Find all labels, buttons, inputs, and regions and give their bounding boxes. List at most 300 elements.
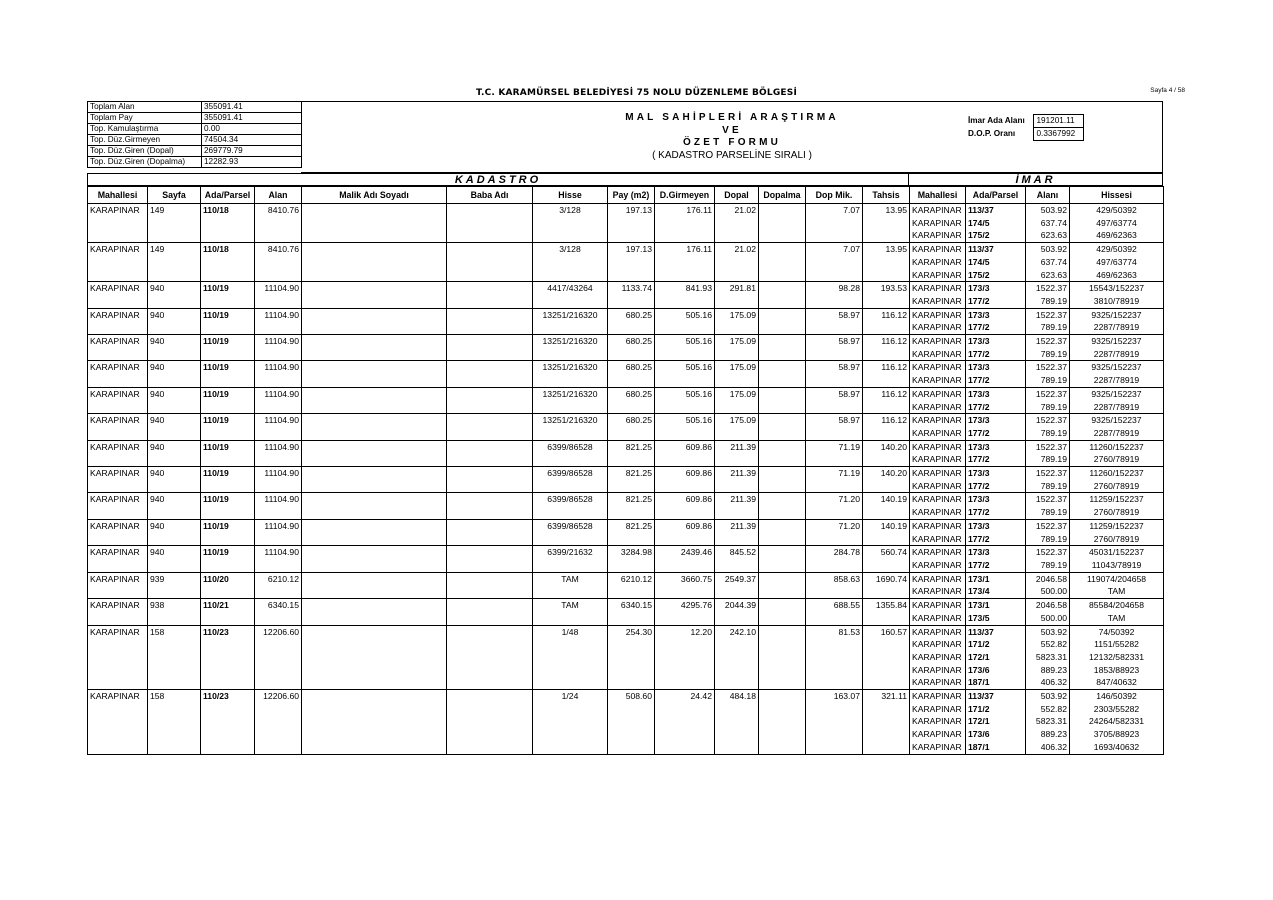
cell-mahalle bbox=[88, 715, 148, 728]
cell-dopalma bbox=[759, 612, 806, 625]
cell-imar-mahalle: KARAPINAR bbox=[910, 204, 966, 217]
cell-dopal bbox=[715, 321, 759, 334]
cell-dopalma bbox=[759, 664, 806, 677]
cell-dopmik bbox=[806, 321, 863, 334]
cell-imar-alan: 503.92 bbox=[1026, 243, 1070, 256]
cell-ada bbox=[201, 453, 255, 466]
cell-imar-ada-parsel: 174/5 bbox=[966, 217, 1026, 230]
cell-imar-ada-parsel: 173/4 bbox=[966, 585, 1026, 598]
cell-imar-alan: 789.19 bbox=[1026, 480, 1070, 493]
cell-imar-mahalle: KARAPINAR bbox=[910, 480, 966, 493]
cell-alan: 6210.12 bbox=[255, 572, 302, 585]
cell-ada: 110/19 bbox=[201, 440, 255, 453]
cell-pay bbox=[608, 453, 655, 466]
cell-imar-alan: 5823.31 bbox=[1035, 651, 1067, 662]
cell-sayfa bbox=[148, 269, 201, 282]
cell-baba bbox=[447, 741, 533, 754]
cell-pay bbox=[608, 427, 655, 440]
cell-malik bbox=[302, 295, 447, 308]
cell-dopal bbox=[715, 559, 759, 572]
cell-dopal bbox=[715, 741, 759, 754]
table-row bbox=[88, 282, 1164, 295]
cell-dopal bbox=[715, 256, 759, 269]
cell-dgir: 4295.76 bbox=[655, 599, 715, 612]
cell-baba bbox=[447, 572, 533, 585]
cell-baba bbox=[447, 361, 533, 374]
cell-baba bbox=[447, 269, 533, 282]
cell-malik bbox=[302, 703, 447, 716]
cell-imar-ada-parsel: 173/3 bbox=[966, 414, 1026, 427]
cell-imar-mahalle: KARAPINAR bbox=[910, 519, 966, 532]
cell-dgir bbox=[655, 321, 715, 334]
cell-mahalle: KARAPINAR bbox=[88, 204, 148, 217]
cell-malik bbox=[302, 427, 447, 440]
cell-dgir bbox=[655, 676, 715, 689]
cell-ada bbox=[201, 585, 255, 598]
cell-hisse bbox=[533, 703, 608, 716]
cell-imar-ada-parsel: 173/3 bbox=[966, 282, 1026, 295]
cell-dopmik: 98.28 bbox=[806, 282, 863, 295]
cell-alan: 11104.90 bbox=[255, 335, 302, 348]
cell-sayfa: 158 bbox=[148, 625, 201, 638]
cell-dopal bbox=[715, 453, 759, 466]
cell-imar-hisse: 24264/582331 bbox=[1070, 715, 1164, 728]
cell-sayfa bbox=[148, 651, 201, 664]
imar-summary-label: İmar Ada Alanı bbox=[968, 116, 1025, 125]
cell-imar-hisse: 9325/152237 bbox=[1070, 335, 1164, 348]
cell-imar-ada-parsel: 173/6 bbox=[966, 728, 1026, 741]
cell-tahsis bbox=[863, 229, 910, 242]
cell-imar-ada-parsel: 173/3 bbox=[966, 546, 1026, 559]
cell-dopalma bbox=[759, 690, 806, 703]
cell-malik bbox=[302, 612, 447, 625]
cell-imar-ada-parsel: 171/2 bbox=[966, 703, 1026, 716]
cell-hisse: TAM bbox=[533, 599, 608, 612]
cell-tahsis: 140.19 bbox=[863, 493, 910, 506]
cell-imar-alan: 1522.37 bbox=[1026, 440, 1070, 453]
cell-imar-ada-parsel: 177/2 bbox=[966, 295, 1026, 308]
cell-dopmik: 81.53 bbox=[806, 625, 863, 638]
cell-imar-hisse: TAM bbox=[1070, 585, 1164, 598]
cell-baba bbox=[447, 321, 533, 334]
cell-dopal: 2044.39 bbox=[715, 599, 759, 612]
cell-imar-ada-parsel: 175/2 bbox=[966, 229, 1026, 242]
cell-alan: 11104.90 bbox=[255, 546, 302, 559]
cell-imar-hisse: 2760/78919 bbox=[1070, 506, 1164, 519]
records-table bbox=[87, 186, 1164, 755]
cell-ada bbox=[201, 664, 255, 677]
cell-sayfa bbox=[148, 703, 201, 716]
cell-imar-hisse: 2760/78919 bbox=[1070, 453, 1164, 466]
cell-tahsis: 13.95 bbox=[863, 243, 910, 256]
cell-mahalle: KARAPINAR bbox=[88, 572, 148, 585]
cell-imar-mahalle: KARAPINAR bbox=[910, 269, 966, 282]
cell-tahsis bbox=[863, 728, 910, 741]
table-row bbox=[88, 676, 1164, 689]
cell-tahsis bbox=[863, 651, 910, 664]
cell-hisse bbox=[533, 348, 608, 361]
cell-imar-alan: 623.63 bbox=[1026, 229, 1070, 242]
imar-summary-value: 0.3367992 bbox=[1033, 128, 1083, 141]
cell-imar-hisse: 11259/152237 bbox=[1070, 493, 1164, 506]
cell-dopalma bbox=[759, 387, 806, 400]
cell-dopalma bbox=[759, 599, 806, 612]
cell-baba bbox=[447, 204, 533, 217]
cell-malik bbox=[302, 217, 447, 230]
cell-dopal bbox=[715, 480, 759, 493]
cell-hisse: 3/128 bbox=[533, 243, 608, 256]
cell-dopmik bbox=[806, 374, 863, 387]
cell-dgir bbox=[655, 559, 715, 572]
column-header: Tahsis bbox=[863, 187, 910, 204]
cell-ada: 110/19 bbox=[201, 308, 255, 321]
cell-malik bbox=[302, 348, 447, 361]
cell-dopal bbox=[715, 374, 759, 387]
cell-tahsis: 116.12 bbox=[863, 335, 910, 348]
cell-alan: 11104.90 bbox=[255, 467, 302, 480]
cell-dopmik: 284.78 bbox=[806, 546, 863, 559]
cell-baba bbox=[447, 533, 533, 546]
cell-dopal bbox=[715, 295, 759, 308]
cell-pay bbox=[608, 715, 655, 728]
cell-imar-hisse: 847/40632 bbox=[1070, 676, 1164, 689]
cell-alan bbox=[255, 715, 302, 728]
cell-baba bbox=[447, 229, 533, 242]
cell-pay bbox=[608, 638, 655, 651]
cell-malik bbox=[302, 453, 447, 466]
cell-imar-alan: 552.82 bbox=[1040, 703, 1067, 714]
cell-imar-mahalle: KARAPINAR bbox=[910, 374, 966, 387]
cell-malik bbox=[302, 414, 447, 427]
cell-dopal: 2549.37 bbox=[715, 572, 759, 585]
cell-mahalle bbox=[88, 664, 148, 677]
cell-malik bbox=[302, 387, 447, 400]
cell-ada bbox=[201, 217, 255, 230]
cell-tahsis bbox=[863, 612, 910, 625]
cell-pay bbox=[608, 229, 655, 242]
cell-dopal bbox=[715, 728, 759, 741]
cell-hisse bbox=[533, 612, 608, 625]
cell-alan bbox=[255, 703, 302, 716]
table-row bbox=[88, 703, 1164, 716]
table-row bbox=[88, 480, 1164, 493]
cell-dopal bbox=[715, 612, 759, 625]
cell-pay: 821.25 bbox=[608, 467, 655, 480]
cell-hisse: 6399/21632 bbox=[533, 546, 608, 559]
cell-sayfa bbox=[148, 728, 201, 741]
cell-imar-hisse: 74/50392 bbox=[1070, 625, 1164, 638]
cell-pay: 6340.15 bbox=[608, 599, 655, 612]
cell-mahalle: KARAPINAR bbox=[88, 243, 148, 256]
cell-alan bbox=[255, 217, 302, 230]
cell-hisse bbox=[533, 664, 608, 677]
cell-baba bbox=[447, 546, 533, 559]
column-header: Mahallesi bbox=[88, 187, 148, 204]
cell-imar-hisse: 429/50392 bbox=[1070, 243, 1164, 256]
cell-alan: 11104.90 bbox=[255, 308, 302, 321]
summary-label: Toplam Pay bbox=[88, 113, 202, 124]
cell-dopalma bbox=[759, 308, 806, 321]
cell-malik bbox=[302, 282, 447, 295]
cell-ada: 110/19 bbox=[201, 493, 255, 506]
summary-value: 355091.41 bbox=[202, 113, 302, 124]
cell-imar-hisse: 1853/88923 bbox=[1070, 664, 1164, 677]
table-row bbox=[88, 204, 1164, 217]
cell-imar-ada-parsel: 177/2 bbox=[966, 401, 1026, 414]
cell-dopal bbox=[715, 715, 759, 728]
cell-dopmik: 163.07 bbox=[806, 690, 863, 703]
imar-summary-table bbox=[965, 114, 1084, 141]
cell-dgir bbox=[655, 453, 715, 466]
cell-dopmik bbox=[806, 295, 863, 308]
group-kadastro: KADASTRO bbox=[87, 173, 909, 186]
cell-imar-hisse: 2287/78919 bbox=[1070, 321, 1164, 334]
cell-hisse: 6399/86528 bbox=[533, 493, 608, 506]
cell-ada: 110/19 bbox=[201, 546, 255, 559]
cell-dgir bbox=[655, 612, 715, 625]
cell-imar-mahalle: KARAPINAR bbox=[910, 728, 966, 741]
cell-imar-ada-parsel: 172/1 bbox=[966, 715, 1026, 728]
cell-imar-alan: 789.19 bbox=[1026, 401, 1070, 414]
cell-malik bbox=[302, 715, 447, 728]
cell-dopmik bbox=[806, 559, 863, 572]
cell-ada: 110/19 bbox=[201, 282, 255, 295]
cell-malik bbox=[302, 690, 447, 703]
cell-baba bbox=[447, 638, 533, 651]
cell-ada bbox=[201, 612, 255, 625]
cell-sayfa: 940 bbox=[148, 467, 201, 480]
cell-baba bbox=[447, 519, 533, 532]
cell-tahsis bbox=[863, 321, 910, 334]
summary-value: 269779.79 bbox=[202, 146, 302, 157]
cell-sayfa bbox=[148, 217, 201, 230]
table-row bbox=[88, 387, 1164, 400]
cell-mahalle bbox=[88, 256, 148, 269]
cell-tahsis bbox=[863, 703, 910, 716]
cell-sayfa: 939 bbox=[148, 572, 201, 585]
table-row bbox=[88, 401, 1164, 414]
table-row bbox=[88, 533, 1164, 546]
imar-summary-row bbox=[965, 128, 1083, 141]
cell-dopal bbox=[715, 427, 759, 440]
cell-alan bbox=[255, 427, 302, 440]
cell-dopal bbox=[715, 533, 759, 546]
cell-dopal: 21.02 bbox=[715, 243, 759, 256]
cell-alan bbox=[255, 374, 302, 387]
table-row bbox=[88, 217, 1164, 230]
cell-hisse bbox=[533, 453, 608, 466]
cell-imar-hisse: 119074/204658 bbox=[1070, 572, 1164, 585]
cell-imar-alan: 503.92 bbox=[1026, 204, 1070, 217]
cell-dopalma bbox=[759, 506, 806, 519]
cell-hisse bbox=[533, 506, 608, 519]
cell-imar-hisse: 497/63774 bbox=[1070, 217, 1164, 230]
column-header: Alan bbox=[255, 187, 302, 204]
cell-baba bbox=[447, 295, 533, 308]
cell-ada bbox=[201, 676, 255, 689]
cell-hisse: 13251/216320 bbox=[533, 414, 608, 427]
cell-tahsis bbox=[863, 715, 910, 728]
cell-tahsis: 140.20 bbox=[863, 467, 910, 480]
cell-imar-alan: 1522.37 bbox=[1026, 335, 1070, 348]
cell-dopalma bbox=[759, 741, 806, 754]
cell-pay bbox=[608, 585, 655, 598]
cell-dgir bbox=[655, 229, 715, 242]
cell-ada: 110/23 bbox=[201, 625, 255, 638]
table-row bbox=[88, 741, 1164, 754]
cell-imar-hisse: 3705/88923 bbox=[1070, 728, 1164, 741]
cell-baba bbox=[447, 715, 533, 728]
cell-ada bbox=[201, 269, 255, 282]
table-row bbox=[88, 243, 1164, 256]
cell-imar-ada-parsel: 173/1 bbox=[966, 572, 1026, 585]
cell-imar-alan: 789.19 bbox=[1026, 533, 1070, 546]
cell-imar-hisse: 2287/78919 bbox=[1070, 401, 1164, 414]
table-row bbox=[88, 572, 1164, 585]
cell-mahalle bbox=[88, 533, 148, 546]
cell-pay: 680.25 bbox=[608, 361, 655, 374]
cell-dopmik bbox=[806, 217, 863, 230]
cell-imar-mahalle: KARAPINAR bbox=[910, 335, 966, 348]
cell-imar-alan: 789.19 bbox=[1026, 506, 1070, 519]
cell-alan: 11104.90 bbox=[255, 414, 302, 427]
cell-pay: 254.30 bbox=[608, 625, 655, 638]
cell-sayfa: 940 bbox=[148, 282, 201, 295]
summary-label: Top. Kamulaştırma bbox=[88, 124, 202, 135]
cell-malik bbox=[302, 480, 447, 493]
cell-tahsis bbox=[863, 217, 910, 230]
cell-hisse: 6399/86528 bbox=[533, 467, 608, 480]
summary-value: 355091.41 bbox=[202, 102, 302, 113]
cell-imar-mahalle: KARAPINAR bbox=[910, 585, 966, 598]
cell-baba bbox=[447, 664, 533, 677]
cell-imar-hisse: 146/50392 bbox=[1070, 690, 1164, 703]
cell-malik bbox=[302, 728, 447, 741]
cell-baba bbox=[447, 585, 533, 598]
cell-pay bbox=[608, 348, 655, 361]
cell-baba bbox=[447, 243, 533, 256]
cell-imar-mahalle: KARAPINAR bbox=[910, 361, 966, 374]
cell-sayfa bbox=[148, 453, 201, 466]
cell-alan bbox=[255, 533, 302, 546]
cell-dopalma bbox=[759, 204, 806, 217]
cell-tahsis: 140.19 bbox=[863, 519, 910, 532]
cell-mahalle bbox=[88, 348, 148, 361]
cell-imar-ada-parsel: 173/1 bbox=[966, 599, 1026, 612]
cell-sayfa bbox=[148, 321, 201, 334]
table-row bbox=[88, 321, 1164, 334]
cell-malik bbox=[302, 519, 447, 532]
cell-dgir bbox=[655, 295, 715, 308]
cell-malik bbox=[302, 638, 447, 651]
cell-baba bbox=[447, 651, 533, 664]
cell-hisse bbox=[533, 269, 608, 282]
cell-malik bbox=[302, 625, 447, 638]
cell-mahalle bbox=[88, 374, 148, 387]
cell-ada: 110/21 bbox=[201, 599, 255, 612]
cell-dopmik bbox=[806, 269, 863, 282]
cell-imar-mahalle: KARAPINAR bbox=[910, 229, 966, 242]
cell-alan bbox=[255, 638, 302, 651]
table-row bbox=[88, 559, 1164, 572]
cell-imar-ada-parsel: 171/2 bbox=[966, 638, 1026, 651]
cell-pay bbox=[608, 741, 655, 754]
cell-dopmik: 71.20 bbox=[806, 519, 863, 532]
cell-pay: 821.25 bbox=[608, 440, 655, 453]
cell-ada bbox=[201, 348, 255, 361]
cell-mahalle bbox=[88, 229, 148, 242]
cell-alan bbox=[255, 295, 302, 308]
cell-baba bbox=[447, 374, 533, 387]
cell-dgir bbox=[655, 374, 715, 387]
cell-hisse: 3/128 bbox=[533, 204, 608, 217]
cell-imar-alan: 1522.37 bbox=[1026, 467, 1070, 480]
cell-tahsis: 193.53 bbox=[863, 282, 910, 295]
cell-alan bbox=[255, 728, 302, 741]
cell-dopalma bbox=[759, 282, 806, 295]
cell-imar-alan: 1522.37 bbox=[1026, 361, 1070, 374]
cell-sayfa: 940 bbox=[148, 414, 201, 427]
cell-pay: 821.25 bbox=[608, 493, 655, 506]
cell-dopal: 211.39 bbox=[715, 519, 759, 532]
cell-tahsis: 116.12 bbox=[863, 308, 910, 321]
cell-imar-alan: 637.74 bbox=[1040, 256, 1067, 267]
cell-alan: 11104.90 bbox=[255, 282, 302, 295]
cell-tahsis bbox=[863, 401, 910, 414]
cell-dopalma bbox=[759, 427, 806, 440]
summary-row bbox=[88, 157, 302, 168]
cell-alan bbox=[255, 741, 302, 754]
cell-imar-alan: 789.19 bbox=[1026, 348, 1070, 361]
cell-mahalle bbox=[88, 506, 148, 519]
table-row bbox=[88, 585, 1164, 598]
cell-imar-alan: 1522.37 bbox=[1026, 546, 1070, 559]
cell-alan bbox=[255, 229, 302, 242]
cell-mahalle: KARAPINAR bbox=[88, 599, 148, 612]
cell-imar-mahalle: KARAPINAR bbox=[910, 690, 966, 703]
cell-baba bbox=[447, 256, 533, 269]
cell-dopal: 484.18 bbox=[715, 690, 759, 703]
cell-mahalle: KARAPINAR bbox=[88, 625, 148, 638]
cell-pay bbox=[608, 676, 655, 689]
cell-dopmik bbox=[806, 229, 863, 242]
cell-imar-mahalle: KARAPINAR bbox=[910, 467, 966, 480]
cell-mahalle: KARAPINAR bbox=[88, 546, 148, 559]
cell-imar-hisse: 15543/152237 bbox=[1070, 282, 1164, 295]
cell-dopal bbox=[715, 506, 759, 519]
cell-imar-ada-parsel: 173/3 bbox=[966, 387, 1026, 400]
cell-tahsis: 1690.74 bbox=[863, 572, 910, 585]
cell-ada bbox=[201, 229, 255, 242]
cell-baba bbox=[447, 335, 533, 348]
cell-malik bbox=[302, 204, 447, 217]
cell-ada bbox=[201, 715, 255, 728]
cell-mahalle bbox=[88, 728, 148, 741]
cell-alan: 11104.90 bbox=[255, 440, 302, 453]
cell-hisse bbox=[533, 321, 608, 334]
cell-mahalle bbox=[88, 638, 148, 651]
table-row bbox=[88, 348, 1164, 361]
cell-mahalle bbox=[88, 480, 148, 493]
cell-imar-alan: 2046.58 bbox=[1026, 572, 1070, 585]
cell-pay: 197.13 bbox=[608, 204, 655, 217]
cell-dopalma bbox=[759, 361, 806, 374]
table-row bbox=[88, 493, 1164, 506]
cell-dopal bbox=[715, 217, 759, 230]
summary-row bbox=[88, 102, 302, 113]
cell-dgir bbox=[655, 728, 715, 741]
form-title-line2: VE bbox=[722, 124, 742, 136]
